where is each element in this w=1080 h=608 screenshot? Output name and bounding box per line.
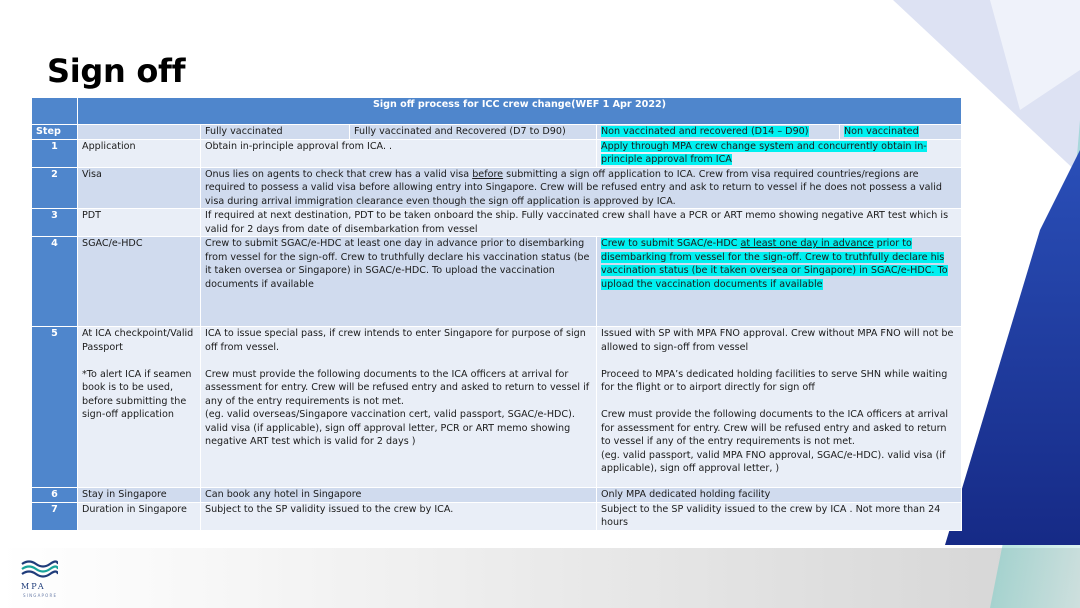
table-row bbox=[32, 327, 962, 488]
paragraph: Issued with SP with MPA FNO approval. Crew without MPA FNO will not be allowed to sign-off from vessel bbox=[601, 328, 954, 353]
step-label: Duration in Singapore bbox=[78, 502, 201, 530]
paragraph: (eg. valid overseas/Singapore vaccination cert, valid passport, SGAC/e-HDC). valid visa (if applicable), sign off approval letter, PCR or ART memo showing negative ART test which is valid for 2 days ) bbox=[205, 409, 575, 447]
step-number: 7 bbox=[32, 502, 78, 530]
nonvaccinated-cell: Subject to the SP validity issued to the crew by ICA . Not more than 24 hours bbox=[597, 502, 962, 530]
step-number: 6 bbox=[32, 488, 78, 503]
all-categories-cell bbox=[201, 167, 962, 209]
visa-text-before: before bbox=[472, 168, 504, 180]
header-nonvax bbox=[840, 125, 962, 140]
step-header: Step bbox=[32, 125, 78, 140]
table-row bbox=[32, 167, 962, 209]
mpa-logo-icon bbox=[20, 559, 58, 581]
visa-text-a: Onus lies on agents to check that crew has a valid visa bbox=[205, 168, 473, 180]
paragraph: (eg. valid passport, valid MPA FNO approval, SGAC/e-HDC). valid visa (if applicable), sign off approval letter, ) bbox=[601, 449, 946, 474]
vaccinated-cell: Crew to submit SGAC/e-HDC at least one day in advance prior to disembarking from vessel for the sign-off. Crew to truthfully declare his vaccination status (be it taken oversea or Singapore) in SGAC/e-HDC. To upload the vaccination documents if available bbox=[201, 237, 597, 327]
header-fully-vaccinated: Fully vaccinated bbox=[201, 125, 350, 140]
nonvaccinated-cell: Only MPA dedicated holding facility bbox=[597, 488, 962, 503]
table-row bbox=[32, 502, 962, 530]
step-number: 5 bbox=[32, 327, 78, 488]
paragraph: ICA to issue special pass, if crew intends to enter Singapore for purpose of sign off from vessel. bbox=[205, 328, 586, 353]
sign-off-process-table bbox=[31, 97, 962, 531]
visa-text-c: submitting a sign off application to ICA. Crew from visa required countries/regions are required to possess a valid visa before allowing entry into Singapore. Crew will be refused entry and ask to return to vessel if he does not possess a valid visa during arrival immigration clearance even though the sign off application is approved by ICA. bbox=[205, 168, 942, 207]
header-nonvax-recovered-text: Non vaccinated and recovered (D14 – D90) bbox=[601, 126, 809, 137]
slide-title: Sign off bbox=[47, 52, 186, 90]
all-categories-cell: If required at next destination, PDT to be taken onboard the ship. Fully vaccinated crew shall have a PCR or ART memo showing negative ART test which is valid for 2 days from date of disembarkation from vessel bbox=[201, 209, 962, 237]
vaccinated-cell bbox=[201, 327, 597, 488]
label-header bbox=[78, 125, 201, 140]
table-row bbox=[32, 209, 962, 237]
step-number: 3 bbox=[32, 209, 78, 237]
table-row bbox=[32, 139, 962, 167]
header-vaccinated-recovered: Fully vaccinated and Recovered (D7 to D90) bbox=[350, 125, 597, 140]
step-label-main: At ICA checkpoint/Valid Passport bbox=[82, 328, 194, 353]
step-label: Application bbox=[78, 139, 201, 167]
sgac-text-a: Crew to submit SGAC/e-HDC bbox=[601, 238, 741, 249]
nonvaccinated-cell bbox=[597, 139, 962, 167]
step-number: 4 bbox=[32, 237, 78, 327]
step-label-note: *To alert ICA if seamen book is to be used, before submitting the sign-off application bbox=[82, 368, 192, 420]
step-number: 2 bbox=[32, 167, 78, 209]
nonvaccinated-text: Apply through MPA crew change system and concurrently obtain in-principle approval from ICA bbox=[601, 140, 927, 165]
step-label: SGAC/e-HDC bbox=[78, 237, 201, 327]
vaccinated-cell: Obtain in-principle approval from ICA. . bbox=[201, 139, 597, 167]
step-label: PDT bbox=[78, 209, 201, 237]
logo-subtitle: SINGAPORE bbox=[23, 593, 58, 598]
step-number: 1 bbox=[32, 139, 78, 167]
vaccinated-cell: Can book any hotel in Singapore bbox=[201, 488, 597, 503]
step-label: Visa bbox=[78, 167, 201, 209]
step-label: Stay in Singapore bbox=[78, 488, 201, 503]
table-row bbox=[32, 488, 962, 503]
sgac-text-c: prior to disembarking from vessel for the sign-off. Crew to truthfully declare his vaccination status (be it taken oversea or Singapore) in SGAC/e-HDC. To upload the vaccination documents if available bbox=[601, 238, 948, 290]
step-label bbox=[78, 327, 201, 488]
sgac-text-b: at least one day in advance bbox=[740, 238, 874, 249]
header-nonvax-recovered bbox=[597, 125, 840, 140]
nonvaccinated-cell bbox=[597, 237, 962, 327]
table-caption: Sign off process for ICC crew change(WEF 1 Apr 2022) bbox=[78, 98, 962, 125]
logo-wordmark: MPA bbox=[21, 582, 46, 591]
paragraph: Proceed to MPA’s dedicated holding facilities to serve SHN while waiting for the flight or to airport directly for sign off bbox=[601, 368, 948, 393]
vaccinated-cell: Subject to the SP validity issued to the crew by ICA. bbox=[201, 502, 597, 530]
table-row bbox=[32, 237, 962, 327]
nonvaccinated-cell bbox=[597, 327, 962, 488]
caption-spacer bbox=[32, 98, 78, 125]
header-nonvax-text: Non vaccinated bbox=[844, 126, 919, 137]
paragraph: Crew must provide the following documents to the ICA officers at arrival for assessment for entry. Crew will be refused entry and asked to return to vessel if any of the entry requirements is not met. bbox=[601, 409, 949, 447]
paragraph: Crew must provide the following documents to the ICA officers at arrival for assessment for entry. Crew will be refused entry and asked to return to vessel if any of the entry requirements is not met. bbox=[205, 368, 590, 407]
